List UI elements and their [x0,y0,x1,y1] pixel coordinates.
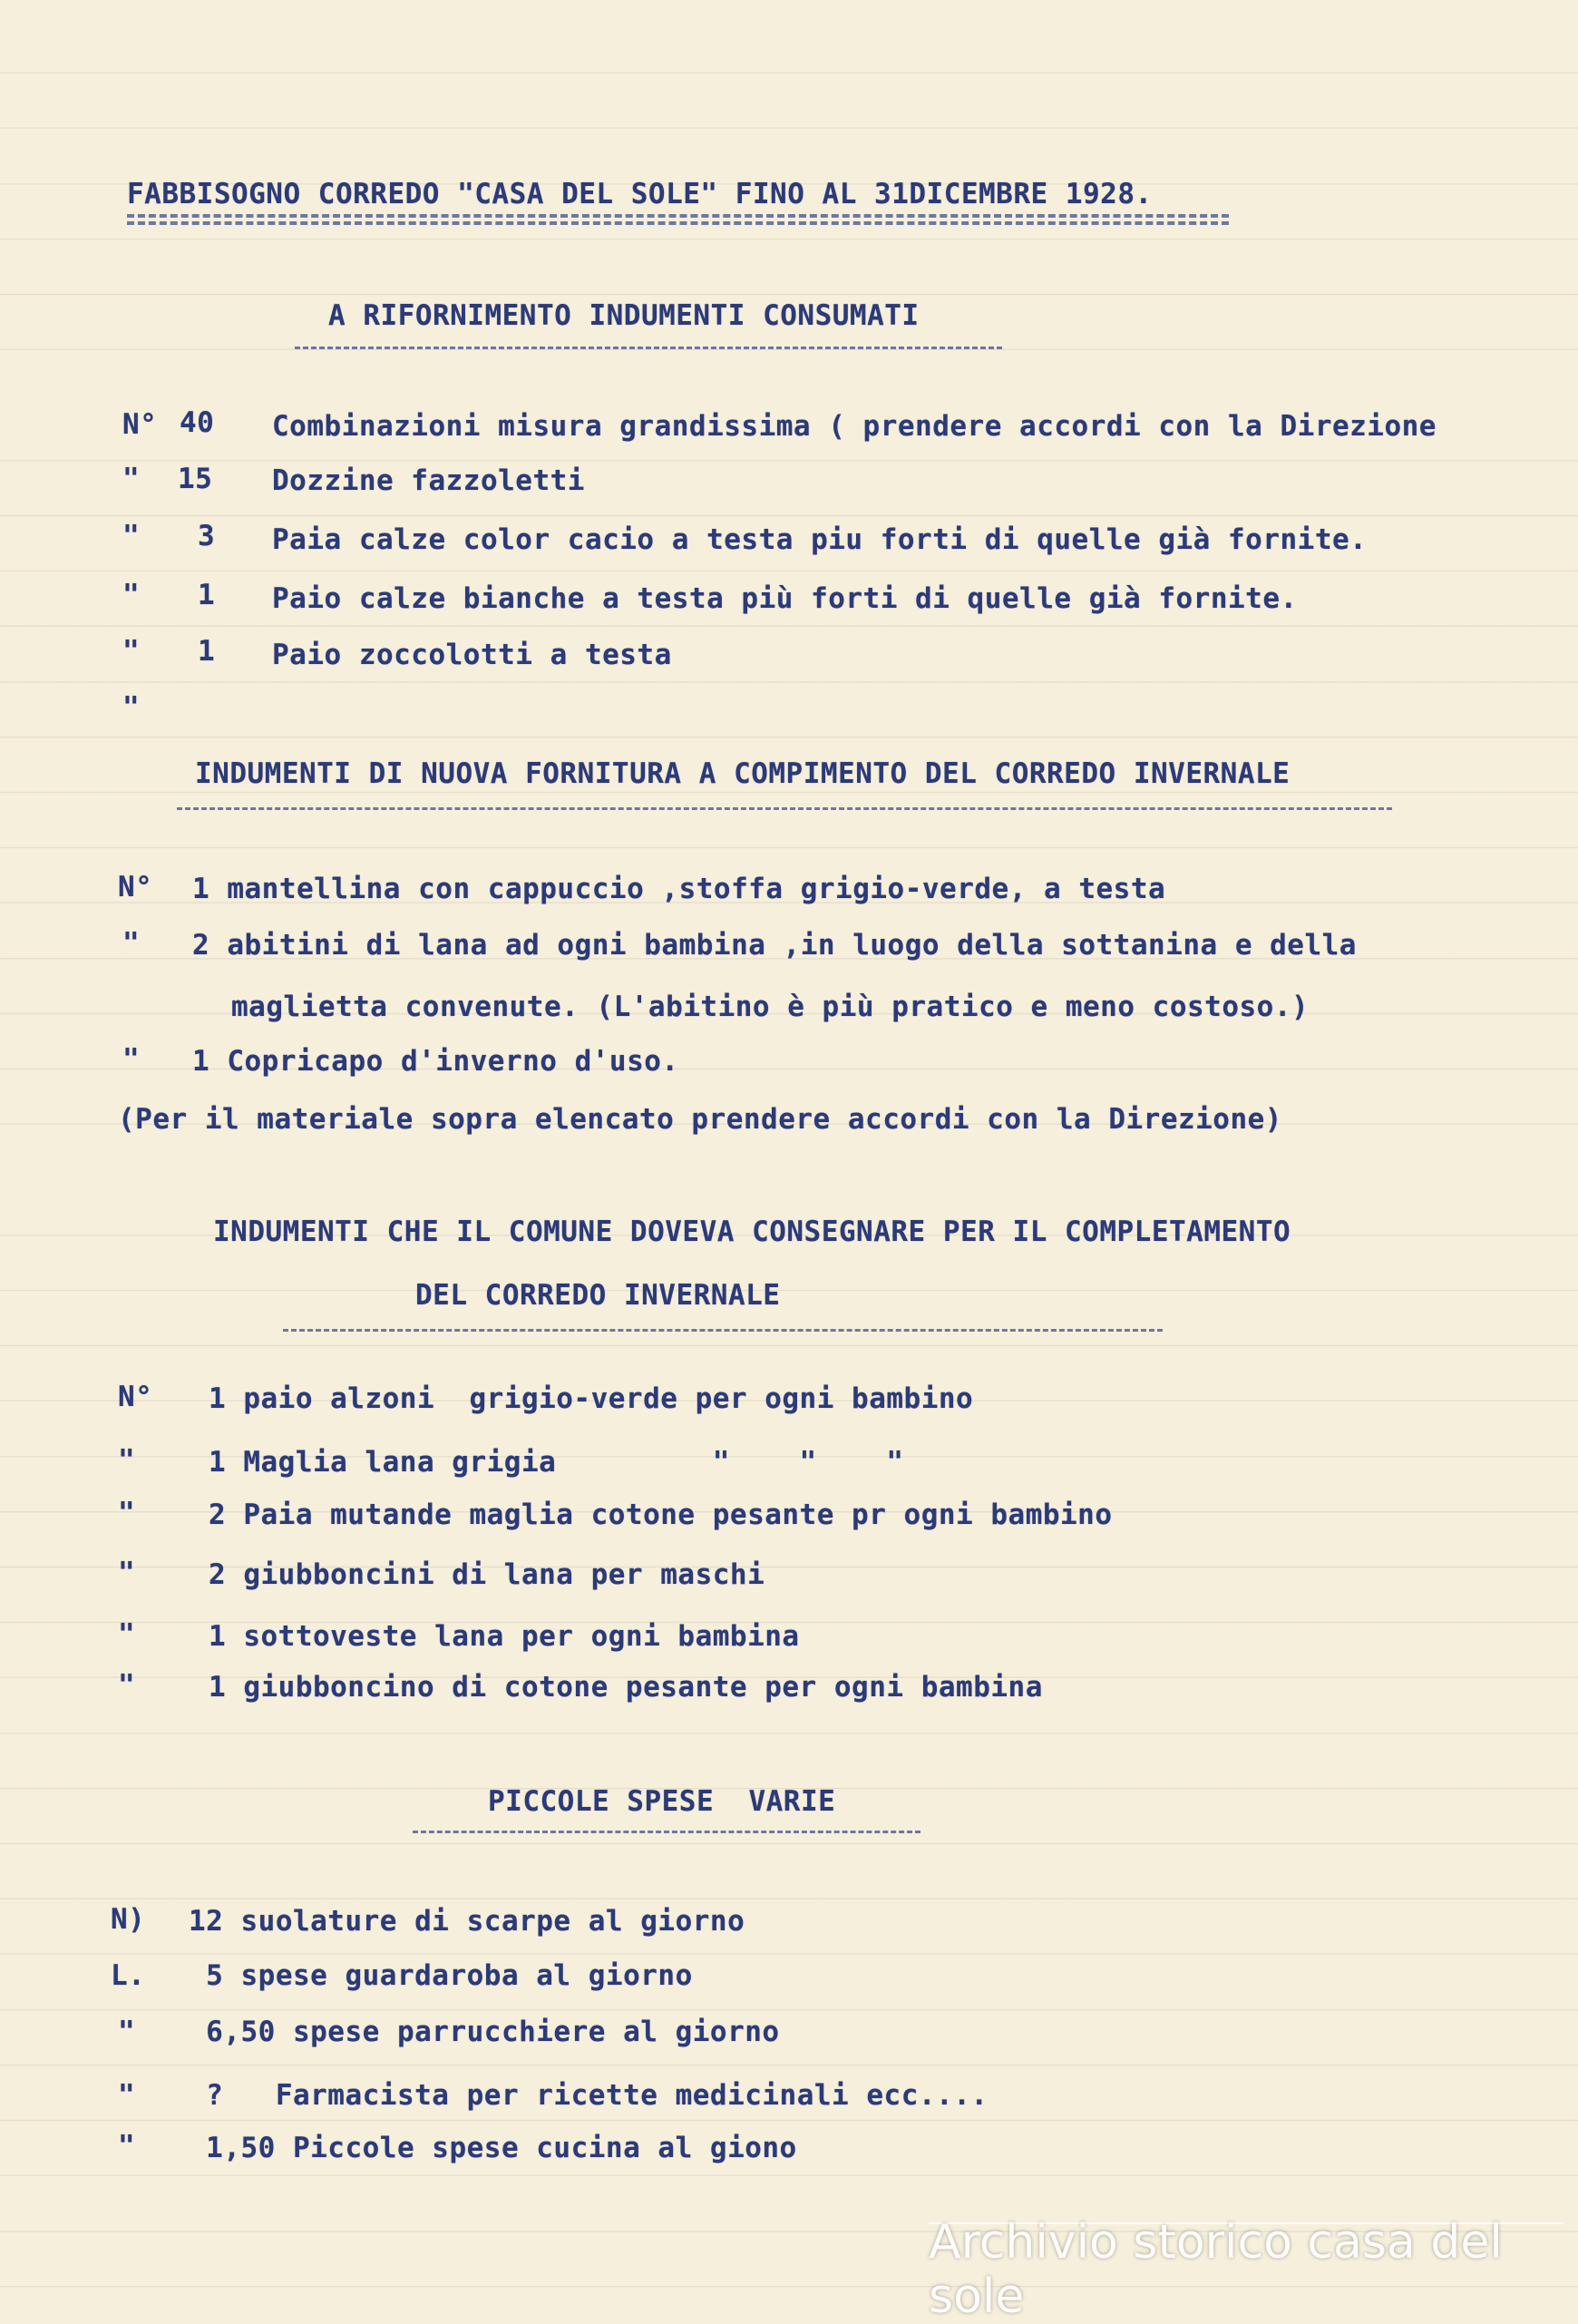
list-item-mark: " [118,1618,136,1651]
list-item-mark: " [122,635,141,668]
list-item-text: 6,50 spese parrucchiere al giorno [189,2016,780,2048]
section-d-heading: PICCOLE SPESE VARIE [488,1785,836,1818]
list-item-mark: " [122,1043,141,1076]
list-item-mark: " [118,2016,136,2048]
section-b-underline [177,807,1392,810]
section-b-heading: INDUMENTI DI NUOVA FORNITURA A COMPIMENTO DEL CORREDO INVERNALE [195,757,1291,790]
list-item-text: 5 spese guardaroba al giorno [189,1959,693,1992]
list-item-text: Paio zoccolotti a testa [272,639,672,671]
list-item-text: 1 giubboncino di cotone pesante per ogni bambina [209,1671,1043,1704]
list-item-text: 2 Paia mutande maglia cotone pesante pr ogni bambino [209,1499,1113,1531]
list-item-mark: " [118,1557,136,1589]
list-item-mark: N) [111,1903,146,1936]
list-item-mark: N° [118,1381,153,1413]
section-c-heading-line2: DEL CORREDO INVERNALE [415,1279,781,1312]
list-item-text: 12 suolature di scarpe al giorno [189,1905,745,1938]
list-item-text: 1,50 Piccole spese cucina al giono [189,2132,797,2164]
list-item-mark: " [118,2130,136,2163]
section-d-underline [413,1831,920,1833]
list-item-mark: " [122,927,141,960]
title-double-rule-1 [127,214,1229,218]
document-title: FABBISOGNO CORREDO "CASA DEL SOLE" FINO AL 31DICEMBRE 1928. [127,178,1153,210]
list-item-mark: N° [122,408,158,441]
list-item-mark: " [118,2079,136,2112]
list-item-qty: 1 [198,579,216,611]
title-double-rule-2 [127,221,1229,225]
list-item-text: Paio calze bianche a testa più forti di quelle già fornite. [272,582,1298,615]
section-b-note: (Per il materiale sopra elencato prendere accordi con la Direzione) [118,1103,1282,1136]
list-item-qty: 15 [178,463,213,495]
list-item-text: 2 giubboncini di lana per maschi [209,1558,765,1591]
section-c-underline [283,1329,1163,1332]
list-item-text: 1 sottoveste lana per ogni bambina [209,1620,800,1653]
list-item-mark: " [122,463,141,495]
list-item-mark: " [118,1497,136,1529]
list-item-mark: L. [111,1959,146,1992]
list-item-text: ? Farmacista per ricette medicinali ecc.... [189,2079,989,2112]
section-c-heading-line1: INDUMENTI CHE IL COMUNE DOVEVA CONSEGNARE PER IL COMPLETAMENTO [213,1216,1291,1248]
list-item-text: 1 Maglia lana grigia " " " [209,1446,904,1479]
list-item-mark: " [122,520,141,552]
list-item-text: Paia calze color cacio a testa piu forti di quelle già fornite. [272,523,1368,556]
section-a-underline [295,347,1002,349]
list-item-mark: " [122,691,141,724]
list-item-mark: " [118,1669,136,1702]
list-item-text: Combinazioni misura grandissima ( prendere accordi con la Direzione [272,410,1437,443]
list-item-mark: " [122,579,141,611]
list-item-text: 2 abitini di lana ad ogni bambina ,in luogo della sottanina e della [192,929,1357,962]
list-item-qty: 40 [180,406,215,439]
list-item-mark: " [118,1444,136,1477]
list-item-text: maglietta convenute. (L'abitino è più pratico e meno costoso.) [231,991,1310,1023]
list-item-text: 1 Copricapo d'inverno d'uso. [192,1045,679,1078]
list-item-qty: 3 [198,520,216,552]
list-item-mark: N° [118,871,153,903]
section-a-heading: A RIFORNIMENTO INDUMENTI CONSUMATI [328,299,920,332]
list-item-text: 1 paio alzoni grigio-verde per ogni bambino [209,1382,974,1415]
archive-watermark: Archivio storico casa del sole [929,2222,1563,2315]
list-item-text: Dozzine fazzoletti [272,464,585,497]
list-item-text: 1 mantellina con cappuccio ,stoffa grigio-verde, a testa [192,873,1166,905]
list-item-qty: 1 [198,635,216,668]
